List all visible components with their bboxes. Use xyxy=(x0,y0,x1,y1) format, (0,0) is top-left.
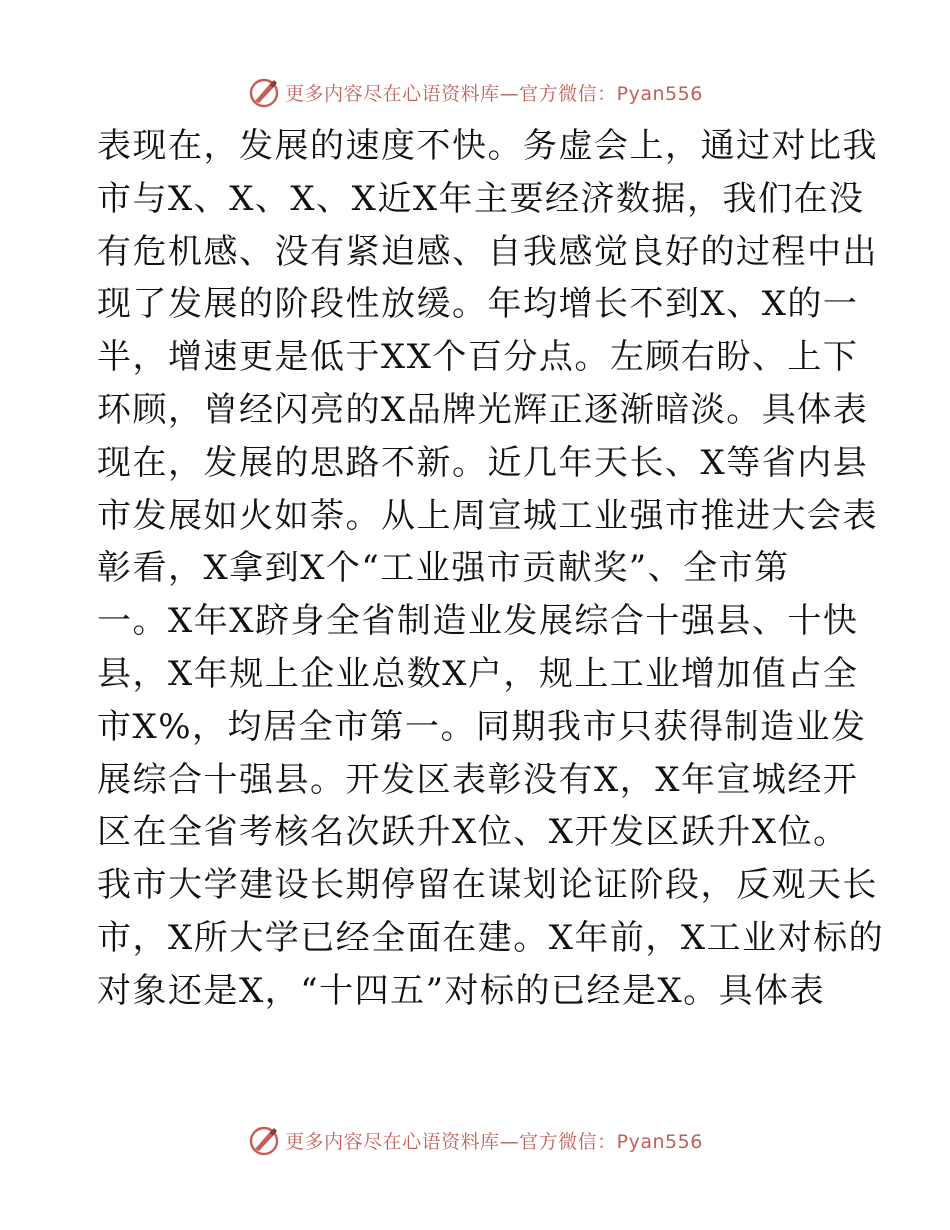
text-line: 现了发展的阶段性放缓。年均增长不到X、X的一 xyxy=(97,284,859,325)
watermark-text: 更多内容尽在心语资料库—官方微信：Pyan556 xyxy=(285,82,703,105)
text-line: 一。X年X跻身全省制造业发展综合十强县、十快 xyxy=(97,601,859,642)
text-line: 我市大学建设长期停留在谋划论证阶段，反观天长 xyxy=(97,865,878,906)
brush-pen-logo-icon xyxy=(247,1123,281,1157)
text-line: 现在，发展的思路不新。近几年天长、X等省内县 xyxy=(97,442,869,483)
text-line: 彰看，X拿到X个“工业强市贡献奖”、全市第 xyxy=(97,548,790,589)
text-line: 半，增速更是低于XX个百分点。左顾右盼、上下 xyxy=(97,337,859,378)
text-line: 展综合十强县。开发区表彰没有X，X年宣城经开 xyxy=(97,759,859,800)
text-line: 市发展如火如荼。从上周宣城工业强市推进大会表 xyxy=(97,495,878,536)
watermark-text: 更多内容尽在心语资料库—官方微信：Pyan556 xyxy=(285,1130,703,1153)
text-line: 县，X年规上企业总数X户，规上工业增加值占全 xyxy=(97,653,859,694)
footer-watermark xyxy=(0,1120,950,1160)
text-line: 对象还是X，“十四五”对标的已经是X。具体表 xyxy=(97,970,826,1011)
text-line: 环顾，曾经闪亮的X品牌光辉正逐渐暗淡。具体表 xyxy=(97,389,869,430)
text-line: 市，X所大学已经全面在建。X年前，X工业对标的 xyxy=(97,917,885,958)
document-body xyxy=(97,120,885,1018)
text-line: 市X%，均居全市第一。同期我市只获得制造业发 xyxy=(97,706,867,747)
text-line: 区在全省考核名次跃升X位、X开发区跃升X位。 xyxy=(97,812,849,853)
text-line: 市与X、X、X、X近X年主要经济数据，我们在没 xyxy=(97,178,865,219)
text-line: 表现在，发展的速度不快。务虚会上，通过对比我 xyxy=(97,126,878,166)
brush-pen-logo-icon xyxy=(247,75,281,109)
text-line: 有危机感、没有紧迫感、自我感觉良好的过程中出 xyxy=(97,231,878,272)
header-watermark xyxy=(0,72,950,112)
